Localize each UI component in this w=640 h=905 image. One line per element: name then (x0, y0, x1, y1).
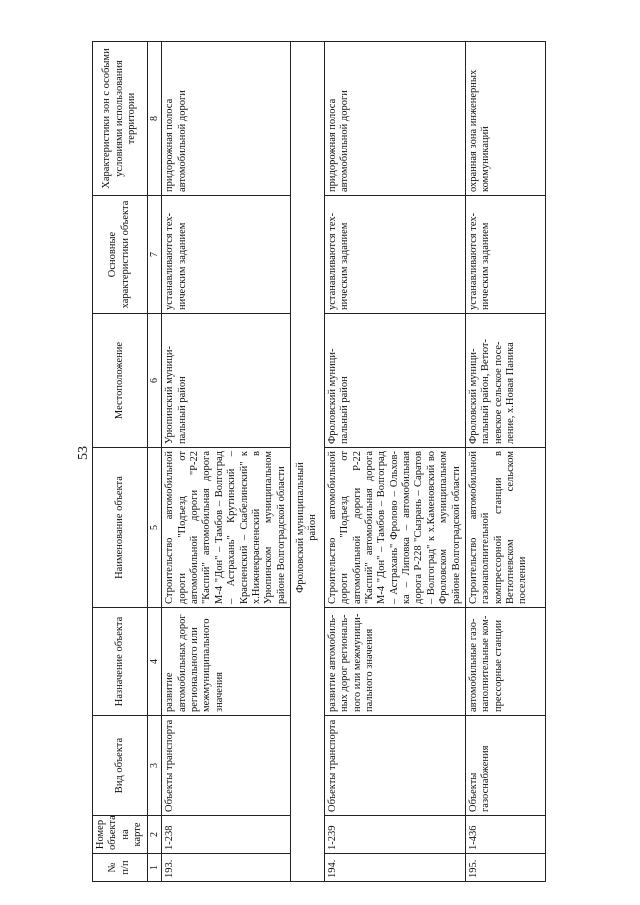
object-location: Фроловский муниципальный район, Ветютневское сельское поселение, х.Новая Паника (465, 314, 545, 448)
section-title: Фроловский муниципальный район (291, 448, 325, 608)
section-row (291, 42, 325, 882)
zone-characteristics: охранная зона инженерных коммуникаций (465, 42, 545, 196)
object-type: Объекты транспорта (162, 716, 291, 816)
object-name: Строительство автомобильной дороги "Подъезд от автомобильной дороги Р-22 "Каспий" автомобильная дорога М-4 "Дон" – Тамбов – Волгоград – Астрахань" Фролово – Ольховка – Липовка – автомобильная дорога Р-228 "Сызрань – Саратов – Волгоград" к х.Каменовский во Фроловском муниципальном районе Волгоградской области (324, 448, 465, 608)
object-purpose: развитие автомобильных дорог регионального или межмуниципального значения (324, 608, 465, 716)
object-purpose: автомобильные газонаполнительные компрессорные станции (465, 608, 545, 716)
column-number: 2 (147, 816, 162, 854)
header-row (93, 42, 148, 882)
object-characteristics: устанавливаются техническим заданием (465, 196, 545, 314)
row-index: 195. (465, 854, 545, 882)
object-characteristics: устанавливаются техническим заданием (162, 196, 291, 314)
column-number: 8 (147, 42, 162, 196)
rotated-table-container (92, 42, 622, 882)
map-number: 1-238 (162, 816, 291, 854)
column-number: 7 (147, 196, 162, 314)
table-row (162, 42, 291, 882)
column-number: 5 (147, 448, 162, 608)
header-cell: Номер объекта на карте (93, 816, 148, 854)
zone-characteristics: придорожная полоса автомобильной дороги (162, 42, 291, 196)
row-index: 194. (324, 854, 465, 882)
column-number: 1 (147, 854, 162, 882)
object-location: Урюпинский муниципальный район (162, 314, 291, 448)
header-cell: № п/п (93, 854, 148, 882)
column-number: 4 (147, 608, 162, 716)
page-number: 53 (76, 446, 91, 460)
header-cell: Основные характеристики объекта (93, 196, 148, 314)
table-row (465, 42, 545, 882)
object-name: Строительство автомобильной газонаполнительной компрессорной станции в Ветютневском сельском поселении (465, 448, 545, 608)
column-number-row (147, 42, 162, 882)
column-number: 6 (147, 314, 162, 448)
map-number: 1-436 (465, 816, 545, 854)
column-number: 3 (147, 716, 162, 816)
header-cell: Наименование объекта (93, 448, 148, 608)
object-type: Объекты газоснабжения (465, 716, 545, 816)
header-cell: Характеристики зон с особыми условиями использования территории (93, 42, 148, 196)
object-location: Фроловский муниципальный район (324, 314, 465, 448)
table-row (324, 42, 465, 882)
header-cell: Назначение объекта (93, 608, 148, 716)
map-number: 1-239 (324, 816, 465, 854)
object-characteristics: устанавливаются техническим заданием (324, 196, 465, 314)
objects-table (92, 41, 546, 882)
header-cell: Местоположение (93, 314, 148, 448)
object-name: Строительство автомобильной дороги "Подъезд от автомобильной дороги "Р-22 "Каспий" автомобильная дорога М-4 "Дон" – Тамбов – Волгоград – Астрахань" Крутинский – Красненский – Скабелинский" к х.Нижнекрасненский в Урюпинском муниципальном районе Волгоградской области (162, 448, 291, 608)
zone-characteristics: придорожная полоса автомобильной дороги (324, 42, 465, 196)
row-index: 193. (162, 854, 291, 882)
header-cell: Вид объекта (93, 716, 148, 816)
object-purpose: развитие автомобильных дорог регионального или межмуниципального значения (162, 608, 291, 716)
object-type: Объекты транспорта (324, 716, 465, 816)
